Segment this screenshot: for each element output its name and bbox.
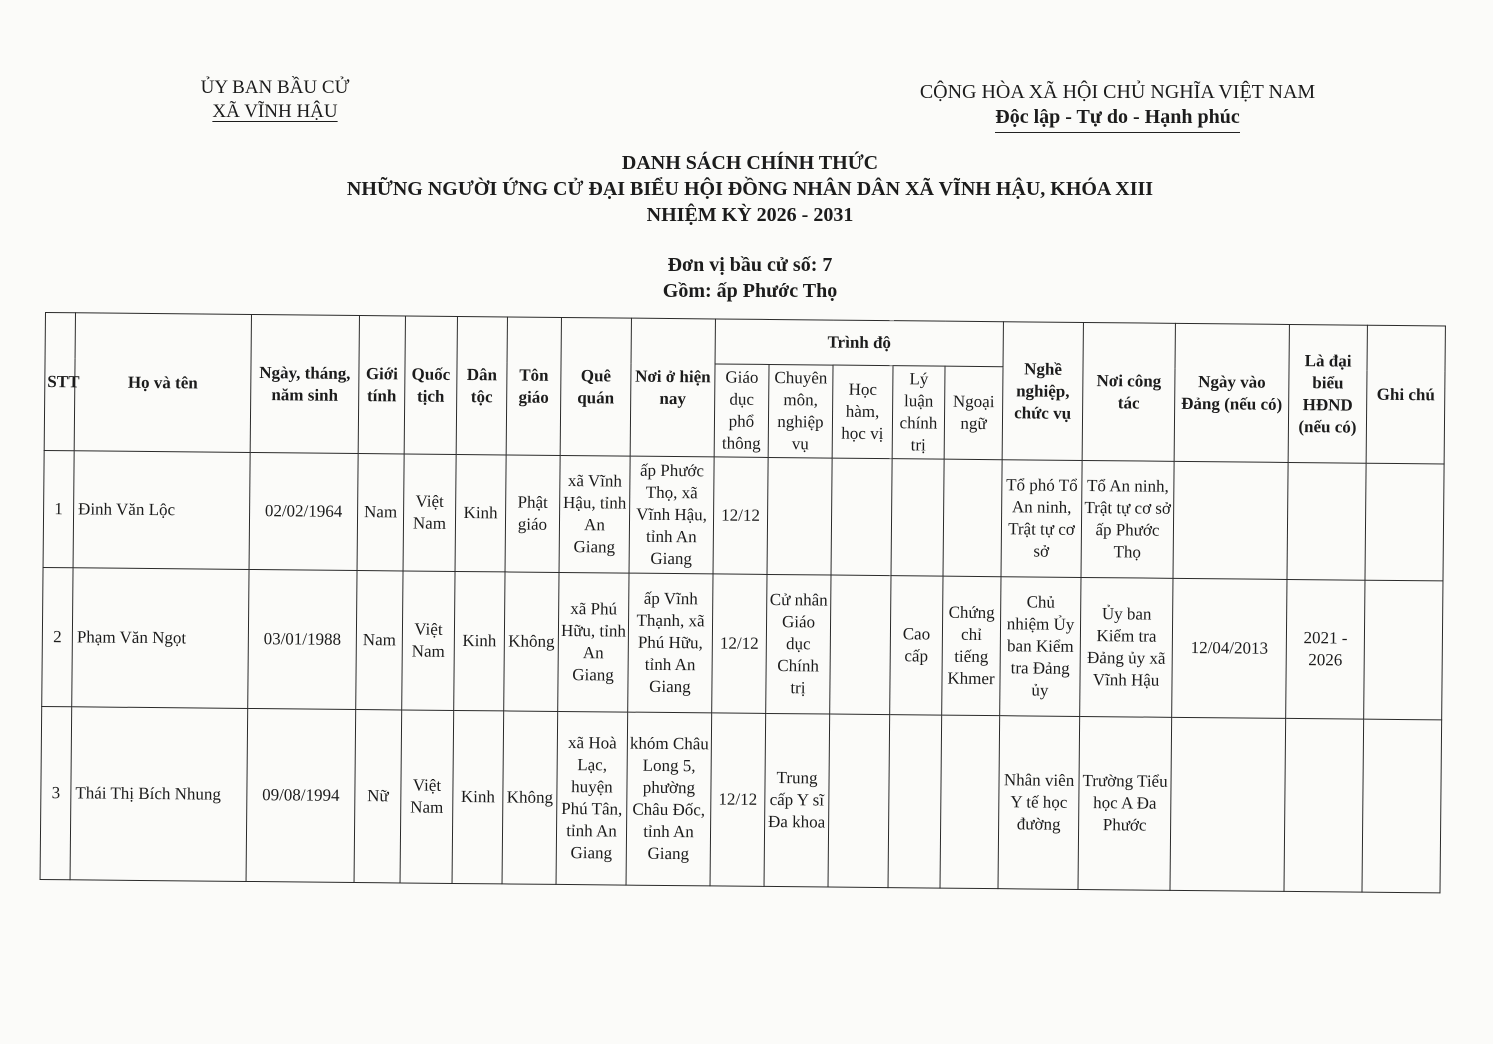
cell-name: Phạm Văn Ngọt — [72, 568, 249, 709]
cell-hometown: xã Hoà Lạc, huyện Phú Tân, tỉnh An Giang — [556, 711, 628, 885]
cell-name: Thái Thị Bích Nhung — [70, 707, 248, 882]
cell-dob: 03/01/1988 — [248, 569, 357, 709]
title-line-3: NHIỆM KỲ 2026 - 2031 — [646, 204, 854, 226]
cell-stt: 2 — [42, 567, 73, 706]
cell-religion: Phật giáo — [505, 455, 560, 573]
header-language: Ngoại ngữ — [944, 366, 1003, 460]
country-name: CỘNG HÒA XÃ HỘI CHỦ NGHĨA VIỆT NAM — [919, 81, 1316, 103]
cell-workplace: Trường Tiểu học A Đa Phước — [1078, 716, 1172, 890]
national-header — [880, 80, 1355, 133]
cell-delegate — [1287, 462, 1366, 580]
cell-note — [1362, 719, 1442, 893]
header-academic: Học hàm, học vị — [832, 365, 893, 459]
cell-stt: 1 — [43, 450, 74, 567]
cell-religion: Không — [504, 572, 559, 712]
cell-party-date — [1170, 717, 1286, 891]
header-dob: Ngày, tháng, năm sinh — [250, 314, 359, 453]
cell-nationality: Việt Nam — [400, 710, 454, 883]
commune-name: XÃ VĨNH HẬU — [212, 101, 338, 122]
header-stt: STT — [44, 313, 75, 451]
cell-language — [943, 459, 1002, 577]
title-line-2: NHỮNG NGƯỜI ỨNG CỬ ĐẠI BIỂU HỘI ĐỒNG NHÂN DÂN XÃ VĨNH HẬU, KHÓA XIII — [346, 178, 1154, 200]
cell-workplace: Tổ An ninh, Trật tự cơ sở ấp Phước Thọ — [1081, 460, 1174, 578]
header-residence: Nơi ở hiện nay — [630, 318, 715, 457]
cell-dob: 02/02/1964 — [249, 452, 358, 570]
candidate-table — [40, 312, 1446, 893]
cell-language: Chứng chỉ tiếng Khmer — [942, 576, 1001, 716]
cell-hometown: xã Phú Hữu, tỉnh An Giang — [558, 572, 629, 712]
cell-language — [940, 715, 1000, 889]
header-professional: Chuyên môn, nghiệp vụ — [768, 364, 833, 458]
cell-workplace: Ủy ban Kiểm tra Đảng ủy xã Vĩnh Hậu — [1080, 577, 1173, 717]
cell-occupation: Tổ phó Tổ An ninh, Trật tự cơ sở — [1001, 460, 1082, 578]
cell-delegate: 2021 - 2026 — [1286, 579, 1365, 719]
electoral-unit — [550, 252, 950, 304]
committee-name: ỦY BAN BẦU CỬ — [200, 77, 350, 98]
cell-hometown: xã Vĩnh Hậu, tỉnh An Giang — [559, 455, 630, 573]
cell-religion: Không — [502, 711, 558, 885]
cell-general-edu: 12/12 — [713, 457, 768, 575]
cell-residence: khóm Châu Long 5, phường Châu Đốc, tỉnh An Giang — [626, 712, 712, 886]
cell-party-date — [1173, 461, 1288, 579]
cell-professional — [767, 457, 832, 575]
cell-stt: 3 — [40, 706, 72, 879]
header-level-group: Trình độ — [715, 319, 1003, 367]
cell-ethnicity: Kinh — [454, 571, 505, 710]
cell-political — [891, 459, 944, 576]
header-note: Ghi chú — [1366, 325, 1445, 464]
cell-political: Cao cấp — [890, 576, 943, 715]
header-ethnicity: Dân tộc — [456, 316, 507, 454]
cell-gender: Nữ — [354, 710, 402, 883]
cell-note — [1364, 580, 1443, 720]
header-gender: Giới tính — [358, 316, 405, 454]
cell-academic — [830, 575, 891, 715]
header-hometown: Quê quán — [560, 317, 631, 456]
header-occupation: Nghề nghiệp, chức vụ — [1002, 322, 1083, 461]
cell-ethnicity: Kinh — [455, 454, 506, 571]
header-party-date: Ngày vào Đảng (nếu có) — [1174, 323, 1289, 462]
table-row — [43, 450, 1444, 580]
electoral-unit-number: Đơn vị bầu cử số: 7 — [667, 254, 833, 276]
cell-residence: ấp Vĩnh Thạnh, xã Phú Hữu, tỉnh An Giang — [628, 573, 713, 713]
cell-party-date: 12/04/2013 — [1172, 578, 1287, 718]
electoral-unit-area: Gồm: ấp Phước Thọ — [662, 280, 838, 302]
election-committee-header — [180, 76, 370, 124]
table-row — [40, 706, 1442, 892]
title-line-1: DANH SÁCH CHÍNH THỨC — [621, 152, 879, 174]
cell-political — [888, 715, 942, 888]
cell-professional: Trung cấp Y sĩ Đa khoa — [764, 713, 830, 887]
cell-nationality: Việt Nam — [402, 571, 455, 710]
cell-general-edu: 12/12 — [710, 713, 766, 887]
header-religion: Tôn giáo — [506, 317, 561, 456]
header-delegate: Là đại biểu HĐND (nếu có) — [1288, 324, 1367, 463]
cell-academic — [828, 714, 890, 888]
cell-academic — [831, 458, 892, 576]
header-nationality: Quốc tịch — [404, 316, 457, 454]
national-motto: Độc lập - Tự do - Hạnh phúc — [995, 105, 1239, 133]
header-general-edu: Giáo dục phổ thông — [714, 364, 769, 458]
cell-gender: Nam — [357, 454, 404, 571]
candidate-table-wrapper — [40, 312, 1446, 893]
table-row — [42, 567, 1443, 719]
header-political: Lý luận chính trị — [892, 366, 945, 459]
cell-residence: ấp Phước Thọ, xã Vĩnh Hậu, tỉnh An Giang — [629, 456, 714, 574]
cell-occupation: Nhân viên Y tế học đường — [998, 716, 1080, 890]
cell-note — [1365, 463, 1444, 581]
cell-delegate — [1284, 718, 1364, 892]
cell-professional: Cử nhân Giáo dục Chính trị — [766, 574, 831, 714]
header-workplace: Nơi công tác — [1082, 322, 1175, 461]
cell-nationality: Việt Nam — [403, 454, 456, 571]
cell-dob: 09/08/1994 — [246, 708, 356, 882]
cell-gender: Nam — [356, 571, 403, 710]
cell-name: Đinh Văn Lộc — [73, 451, 250, 570]
cell-ethnicity: Kinh — [452, 710, 504, 883]
cell-general-edu: 12/12 — [712, 574, 767, 714]
header-name: Họ và tên — [74, 313, 251, 453]
cell-occupation: Chủ nhiệm Ủy ban Kiểm tra Đảng ủy — [1000, 577, 1081, 717]
document-title — [250, 150, 1250, 228]
